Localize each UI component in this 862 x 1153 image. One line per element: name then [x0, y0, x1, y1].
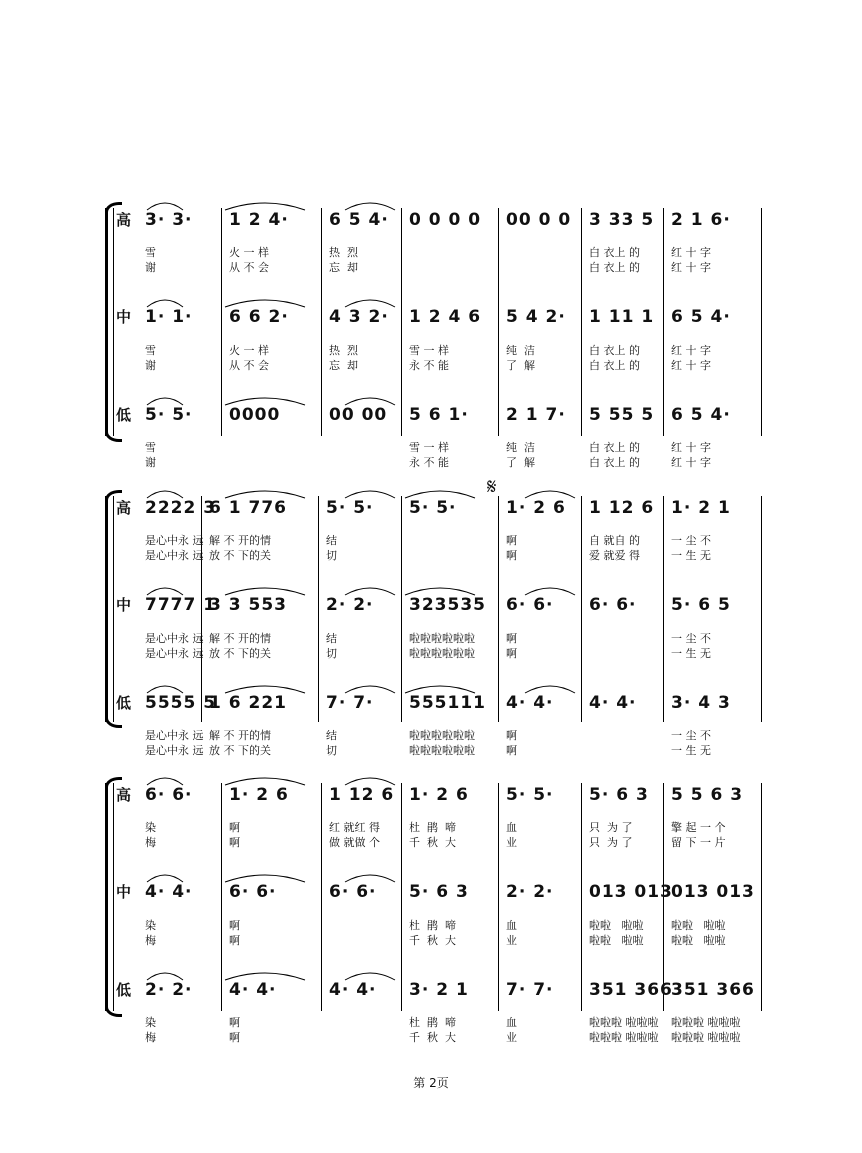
measure-notes: 351 366: [589, 980, 673, 1000]
measure-notes: 3 3 553: [209, 595, 287, 615]
lyric-2: 是心中永 远: [145, 744, 204, 757]
slur-arc: [405, 588, 475, 595]
slur-arc: [147, 875, 183, 882]
measure-notes: 00 0 0: [506, 210, 572, 230]
measure-notes: 2222 3: [145, 498, 217, 518]
lyric-2: 一 生 无: [671, 647, 711, 660]
lyric-1: 雪 一 样: [409, 344, 449, 357]
lyric-1: 一 尘 不: [671, 534, 711, 547]
measure-notes: 5· 5·: [409, 498, 457, 518]
measure-notes: 4· 4·: [329, 980, 377, 1000]
measure-notes: 5· 6 5: [671, 595, 731, 615]
measure-notes: 5· 5·: [145, 405, 193, 425]
slur-arc: [345, 778, 395, 785]
voice-label: 中: [116, 596, 132, 614]
measure-notes: 5· 6 3: [409, 882, 469, 902]
slur-arc: [345, 973, 395, 980]
lyric-2: 了 解: [506, 359, 535, 372]
lyric-2: 红 十 字: [671, 359, 711, 372]
slur-arc: [147, 588, 183, 595]
slur-arc: [225, 398, 305, 405]
measure-notes: 7· 7·: [506, 980, 554, 1000]
slur-arc: [345, 300, 395, 307]
measure-notes: 7· 7·: [326, 693, 374, 713]
lyric-2: 啊: [506, 549, 517, 562]
score-system: [105, 208, 765, 469]
lyric-1: 火 一 样: [229, 246, 269, 259]
segno-sign: 𝄋: [487, 475, 497, 500]
lyric-1: 染: [145, 1016, 156, 1029]
voice-label: 中: [116, 883, 132, 901]
lyric-1: 血: [506, 919, 517, 932]
measure-notes: 3· 4 3: [671, 693, 731, 713]
slur-arc: [345, 203, 395, 210]
lyric-1: 杜 鹃 啼: [409, 821, 456, 834]
lyric-2: 千 秋 大: [409, 1031, 456, 1044]
lyric-1: 杜 鹃 啼: [409, 1016, 456, 1029]
lyric-1: 红 十 字: [671, 344, 711, 357]
measure-notes: 5· 5·: [506, 785, 554, 805]
lyric-2: 啦啦 啦啦: [671, 934, 726, 947]
lyric-1: 啊: [229, 821, 240, 834]
lyric-2: 谢: [145, 261, 156, 274]
measure-notes: 1 12 6: [589, 498, 655, 518]
lyric-2: 做 就做 个: [329, 836, 380, 849]
lyric-2: 了 解: [506, 456, 535, 469]
lyric-2: 啊: [229, 836, 240, 849]
measure-notes: 4· 4·: [506, 693, 554, 713]
slur-arc: [405, 491, 475, 498]
slur-arc: [345, 491, 395, 498]
measure-notes: 1· 2 6: [229, 785, 289, 805]
lyric-1: 解 不 开的情: [209, 534, 271, 547]
slur-arc: [345, 588, 395, 595]
lyric-1: 啦啦啦 啦啦啦: [671, 1016, 741, 1029]
lyric-2: 红 十 字: [671, 456, 711, 469]
measure-notes: 1 12 6: [329, 785, 395, 805]
slur-arc: [525, 491, 575, 498]
lyric-2: 千 秋 大: [409, 836, 456, 849]
lyric-2: 啊: [506, 744, 517, 757]
lyric-1: 染: [145, 821, 156, 834]
lyric-2: 梅: [145, 1031, 156, 1044]
measure-notes: 6· 6·: [589, 595, 637, 615]
measure-notes: 5· 6 3: [589, 785, 649, 805]
lyric-1: 擎 起 一 个: [671, 821, 726, 834]
voice-label: 低: [116, 694, 132, 712]
lyric-2: 谢: [145, 359, 156, 372]
lyric-1: 雪: [145, 441, 156, 454]
lyric-1: 杜 鹃 啼: [409, 919, 456, 932]
voice-label: 高: [116, 499, 132, 517]
lyric-2: 业: [506, 1031, 517, 1044]
slur-arc: [147, 203, 183, 210]
lyric-2: 只 为 了: [589, 836, 633, 849]
lyric-1: 红 十 字: [671, 246, 711, 259]
lyric-2: 切: [326, 647, 337, 660]
measure-notes: 6· 6·: [329, 882, 377, 902]
lyric-1: 纯 洁: [506, 344, 535, 357]
lyric-2: 放 不 下的关: [209, 744, 271, 757]
lyric-1: 红 十 字: [671, 441, 711, 454]
measure-notes: 5· 5·: [326, 498, 374, 518]
measure-notes: 3· 2 1: [409, 980, 469, 1000]
lyric-2: 啊: [229, 934, 240, 947]
slur-arc: [225, 686, 305, 693]
lyric-1: 啊: [229, 919, 240, 932]
lyric-1: 是心中永 远: [145, 534, 204, 547]
lyric-2: 是心中永 远: [145, 647, 204, 660]
measure-notes: 0000: [229, 405, 281, 425]
measure-notes: 3· 3·: [145, 210, 193, 230]
slur-arc: [345, 875, 395, 882]
slur-arc: [225, 203, 305, 210]
lyric-1: 一 尘 不: [671, 632, 711, 645]
slur-arcs: [105, 496, 765, 722]
voice-label: 高: [116, 211, 132, 229]
slur-arc: [225, 778, 305, 785]
measure-notes: 4· 4·: [229, 980, 277, 1000]
measure-notes: 013 013: [589, 882, 673, 902]
measure-notes: 6 6 2·: [229, 307, 289, 327]
measure-notes: 2 1 6·: [671, 210, 731, 230]
lyric-1: 啊: [506, 534, 517, 547]
voice-label: 中: [116, 308, 132, 326]
score-system: [105, 496, 765, 757]
lyric-1: 白 衣上 的: [589, 246, 640, 259]
lyric-1: 啊: [506, 632, 517, 645]
lyric-1: 火 一 样: [229, 344, 269, 357]
measure-notes: 555111: [409, 693, 486, 713]
measure-notes: 5 55 5: [589, 405, 655, 425]
lyric-2: 是心中永 远: [145, 549, 204, 562]
lyric-1: 啦啦啦啦啦啦: [409, 632, 475, 645]
measure-notes: 6 1 776: [209, 498, 287, 518]
lyric-2: 放 不 下的关: [209, 549, 271, 562]
lyric-2: 啊: [506, 647, 517, 660]
lyric-2: 啦啦啦啦啦啦: [409, 744, 475, 757]
voice-label: 低: [116, 981, 132, 999]
slur-arc: [147, 686, 183, 693]
lyric-1: 结: [326, 729, 337, 742]
lyric-2: 放 不 下的关: [209, 647, 271, 660]
lyric-2: 啦啦 啦啦: [589, 934, 644, 947]
slur-arc: [225, 875, 305, 882]
measure-notes: 1· 2 6: [506, 498, 566, 518]
slur-arc: [345, 398, 395, 405]
lyric-1: 是心中永 远: [145, 729, 204, 742]
measure-notes: 4· 4·: [589, 693, 637, 713]
slur-arc: [147, 398, 183, 405]
measure-notes: 6 5 4·: [329, 210, 389, 230]
lyric-1: 血: [506, 821, 517, 834]
measure-notes: 5 4 2·: [506, 307, 566, 327]
lyric-1: 啦啦啦 啦啦啦: [589, 1016, 659, 1029]
measure-notes: 2 1 7·: [506, 405, 566, 425]
lyric-1: 啦啦 啦啦: [589, 919, 644, 932]
measure-notes: 323535: [409, 595, 486, 615]
lyric-2: 千 秋 大: [409, 934, 456, 947]
lyric-2: 一 生 无: [671, 744, 711, 757]
measure-notes: 6 5 4·: [671, 405, 731, 425]
voice-label: 低: [116, 406, 132, 424]
lyric-1: 热 烈: [329, 246, 358, 259]
lyric-1: 啊: [506, 729, 517, 742]
lyric-2: 一 生 无: [671, 549, 711, 562]
slur-arc: [225, 588, 305, 595]
slur-arc: [147, 300, 183, 307]
lyric-2: 谢: [145, 456, 156, 469]
lyric-1: 结: [326, 534, 337, 547]
measure-notes: 1· 2 6: [409, 785, 469, 805]
lyric-1: 染: [145, 919, 156, 932]
lyric-1: 血: [506, 1016, 517, 1029]
measure-notes: 351 366: [671, 980, 755, 1000]
page-number: 第 2页: [413, 1076, 449, 1090]
measure-notes: 6· 6·: [506, 595, 554, 615]
slur-arc: [147, 973, 183, 980]
slur-arc: [525, 686, 575, 693]
lyric-2: 从 不 会: [229, 261, 269, 274]
voice-label: 高: [116, 786, 132, 804]
measure-notes: 6· 6·: [145, 785, 193, 805]
slur-arc: [225, 300, 305, 307]
lyric-2: 从 不 会: [229, 359, 269, 372]
lyric-1: 雪: [145, 344, 156, 357]
lyric-2: 切: [326, 549, 337, 562]
slur-arc: [225, 973, 305, 980]
lyric-2: 业: [506, 934, 517, 947]
slur-arc: [525, 588, 575, 595]
lyric-1: 红 就红 得: [329, 821, 380, 834]
slur-arc: [225, 491, 305, 498]
lyric-1: 热 烈: [329, 344, 358, 357]
lyric-2: 啦啦啦啦啦啦: [409, 647, 475, 660]
measure-notes: 1 2 4·: [229, 210, 289, 230]
lyric-1: 啊: [229, 1016, 240, 1029]
measure-notes: 0 0 0 0: [409, 210, 482, 230]
slur-arc: [345, 686, 395, 693]
lyric-1: 解 不 开的情: [209, 729, 271, 742]
lyric-2: 啦啦啦 啦啦啦: [589, 1031, 659, 1044]
lyric-2: 忘 却: [329, 359, 358, 372]
lyric-1: 啦啦 啦啦: [671, 919, 726, 932]
slur-arc: [147, 778, 183, 785]
lyric-1: 一 尘 不: [671, 729, 711, 742]
measure-notes: 013 013: [671, 882, 755, 902]
slur-arcs: [105, 783, 765, 1011]
lyric-2: 梅: [145, 836, 156, 849]
lyric-2: 忘 却: [329, 261, 358, 274]
lyric-2: 白 衣上 的: [589, 261, 640, 274]
lyric-1: 白 衣上 的: [589, 344, 640, 357]
lyric-1: 雪: [145, 246, 156, 259]
measure-notes: 5 5 6 3: [671, 785, 744, 805]
measure-notes: 4 3 2·: [329, 307, 389, 327]
measure-notes: 6 5 4·: [671, 307, 731, 327]
measure-notes: 2· 2·: [326, 595, 374, 615]
lyric-2: 永 不 能: [409, 359, 449, 372]
lyric-1: 解 不 开的情: [209, 632, 271, 645]
lyric-1: 自 就自 的: [589, 534, 640, 547]
lyric-2: 白 衣上 的: [589, 456, 640, 469]
measure-notes: 2· 2·: [145, 980, 193, 1000]
lyric-2: 红 十 字: [671, 261, 711, 274]
measure-notes: 3 33 5: [589, 210, 655, 230]
measure-notes: 2· 2·: [506, 882, 554, 902]
slur-arcs: [105, 208, 765, 436]
measure-notes: 1· 2 1: [671, 498, 731, 518]
measure-notes: 00 00: [329, 405, 388, 425]
lyric-2: 啊: [229, 1031, 240, 1044]
measure-notes: 1· 1·: [145, 307, 193, 327]
measure-notes: 5555 5: [145, 693, 217, 713]
lyric-1: 只 为 了: [589, 821, 633, 834]
lyric-2: 啦啦啦 啦啦啦: [671, 1031, 741, 1044]
measure-notes: 6· 6·: [229, 882, 277, 902]
lyric-1: 雪 一 样: [409, 441, 449, 454]
measure-notes: 1 6 221: [209, 693, 287, 713]
lyric-2: 切: [326, 744, 337, 757]
lyric-1: 啦啦啦啦啦啦: [409, 729, 475, 742]
lyric-1: 白 衣上 的: [589, 441, 640, 454]
lyric-2: 留 下 一 片: [671, 836, 726, 849]
measure-notes: 5 6 1·: [409, 405, 469, 425]
lyric-2: 业: [506, 836, 517, 849]
lyric-2: 爱 就爱 得: [589, 549, 640, 562]
lyric-1: 结: [326, 632, 337, 645]
measure-notes: 1 11 1: [589, 307, 655, 327]
measure-notes: 4· 4·: [145, 882, 193, 902]
lyric-2: 梅: [145, 934, 156, 947]
measure-notes: 7777 1: [145, 595, 217, 615]
lyric-2: 永 不 能: [409, 456, 449, 469]
lyric-1: 是心中永 远: [145, 632, 204, 645]
lyric-2: 白 衣上 的: [589, 359, 640, 372]
measure-notes: 1 2 4 6: [409, 307, 482, 327]
score-system: [105, 783, 765, 1044]
lyric-1: 纯 洁: [506, 441, 535, 454]
slur-arc: [405, 686, 475, 693]
slur-arc: [147, 491, 183, 498]
